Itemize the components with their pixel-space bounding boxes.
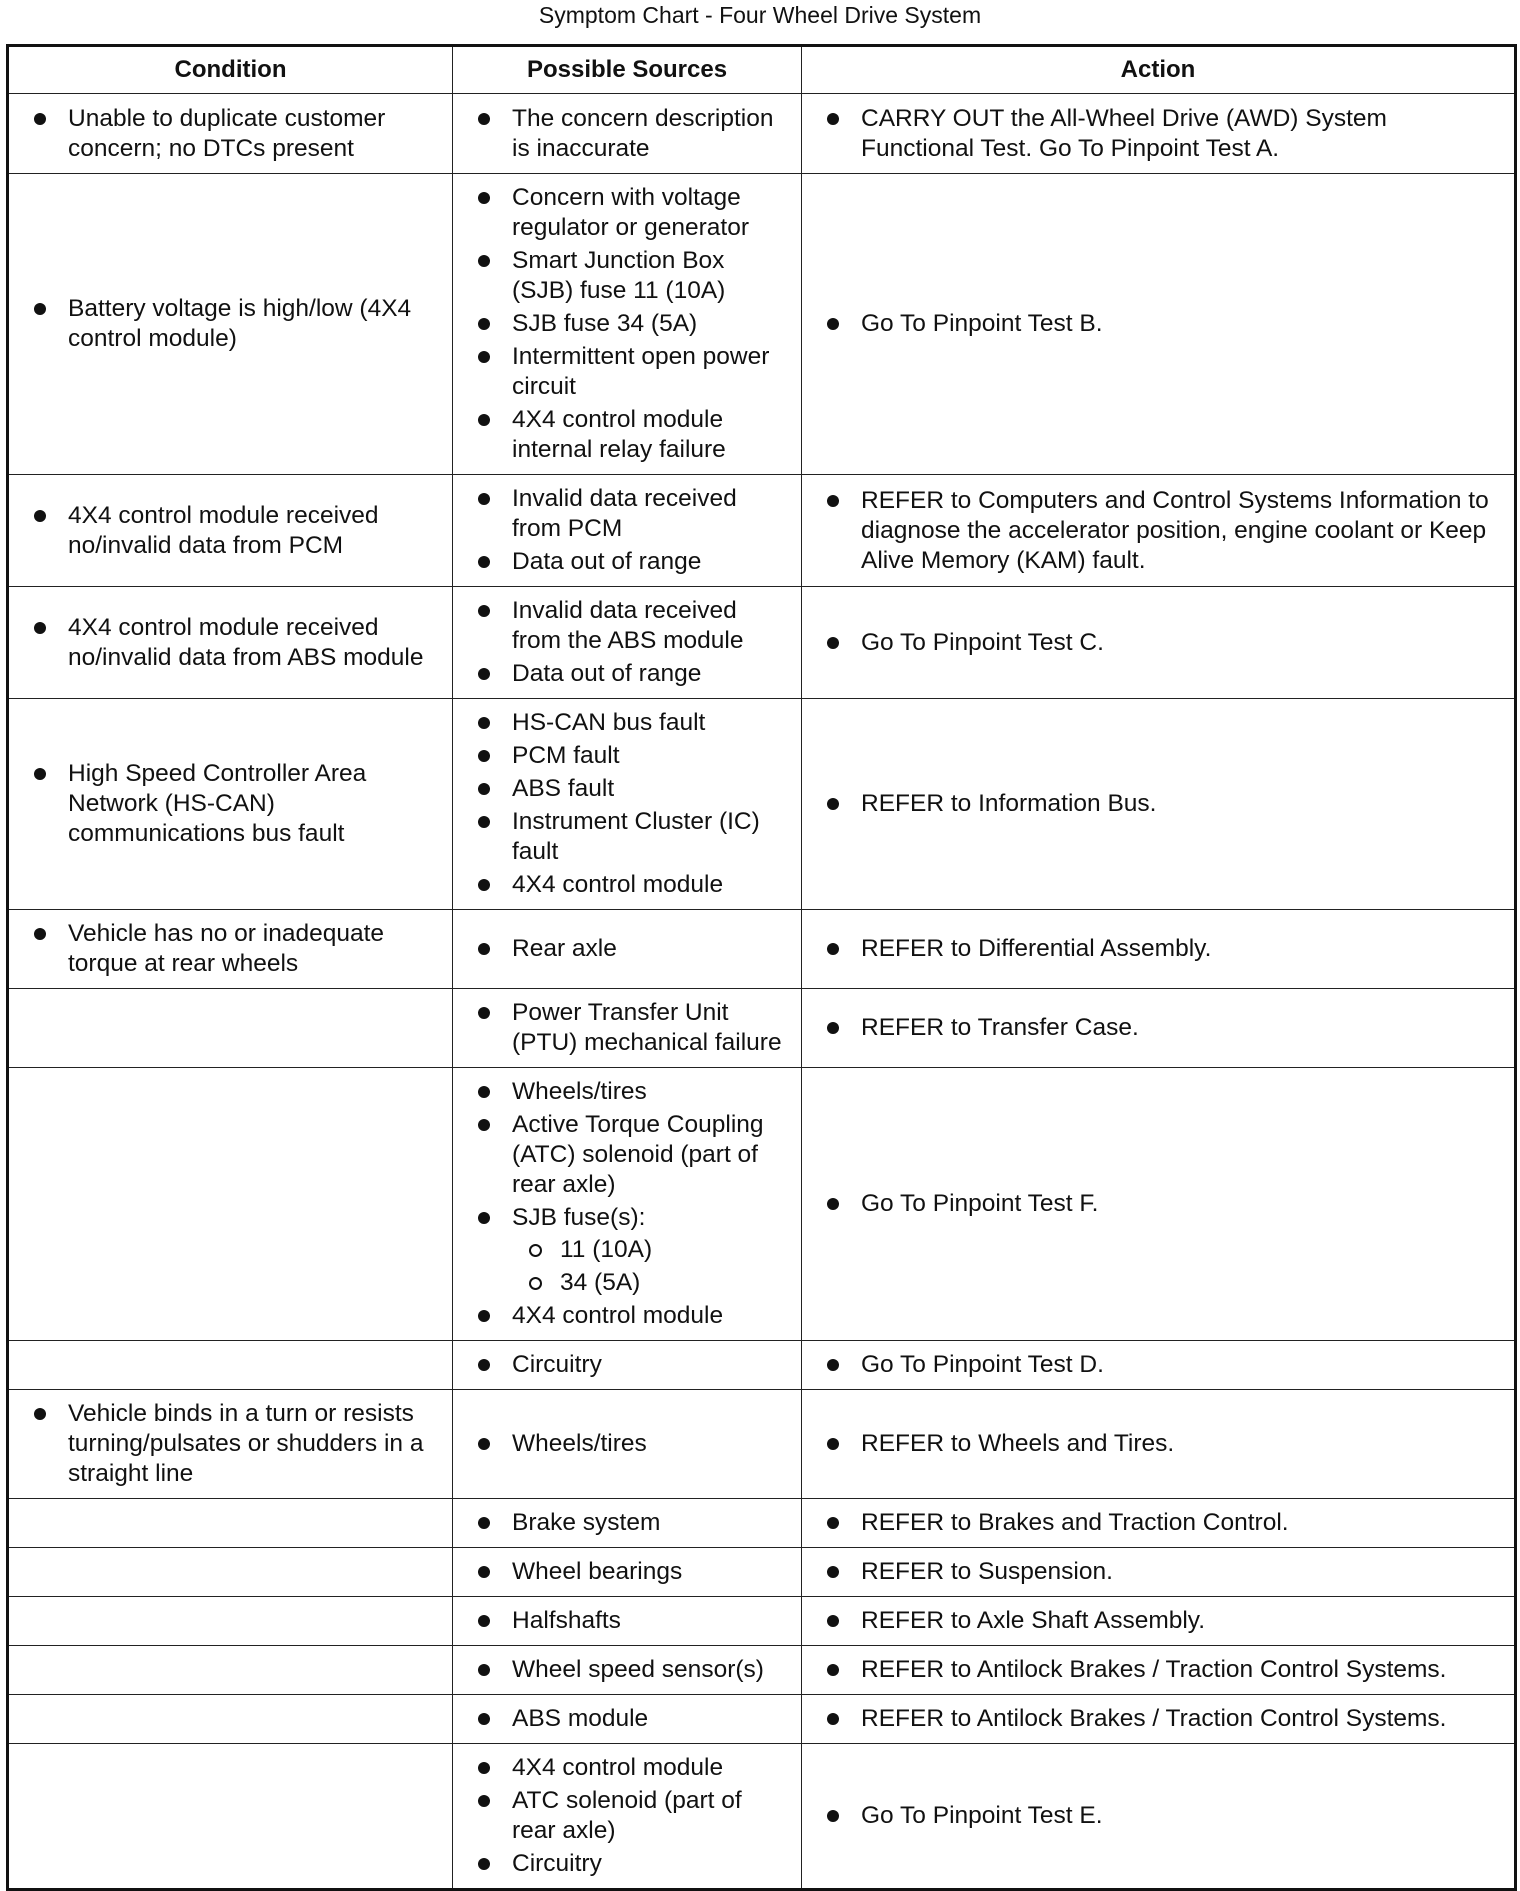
possible-sources-cell [453,1390,802,1499]
source-item [475,741,791,771]
source-item-label: ABS fault [512,775,615,802]
action-cell [802,1341,1516,1390]
source-item [475,1429,791,1459]
action-list [824,789,1504,819]
source-item [475,596,791,656]
action-item: REFER to Antilock Brakes / Traction Control Systems. [824,1655,1504,1685]
source-item [475,1606,791,1636]
symptom-chart-table [6,44,1517,1891]
condition-list [31,759,442,849]
source-item-label: Wheel speed sensor(s) [512,1656,764,1683]
action-item: Go To Pinpoint Test F. [824,1189,1504,1219]
condition-cell [8,1646,453,1695]
action-cell [802,910,1516,989]
condition-cell [8,1597,453,1646]
action-item: REFER to Axle Shaft Assembly. [824,1606,1504,1636]
source-item [475,1655,791,1685]
source-item [475,1508,791,1538]
source-item-label: SJB fuse(s): [512,1204,646,1231]
condition-list [31,919,442,979]
source-item-label: Invalid data received from the ABS module [512,597,744,654]
header-condition: Condition [8,46,453,94]
condition-cell [8,94,453,174]
table-row [8,1341,1516,1390]
source-item [475,1753,791,1783]
condition-item: 4X4 control module received no/invalid data from ABS module [31,613,442,673]
action-list [824,934,1504,964]
condition-item: Battery voltage is high/low (4X4 control module) [31,294,442,354]
action-item: Go To Pinpoint Test C. [824,628,1504,658]
table-row [8,1548,1516,1597]
action-cell [802,1068,1516,1341]
action-item: REFER to Wheels and Tires. [824,1429,1504,1459]
source-item [475,807,791,867]
action-list [824,1704,1504,1734]
source-item-label: Data out of range [512,660,702,687]
table-body [8,94,1516,1890]
action-list [824,1606,1504,1636]
condition-list [31,1399,442,1489]
source-item-label: ATC solenoid (part of rear axle) [512,1787,742,1844]
action-item: REFER to Computers and Control Systems Information to diagnose the accelerator position, engine coolant or Keep Alive Memory (KAM) fault. [824,486,1504,576]
sources-list [475,1655,791,1685]
source-item [475,405,791,465]
sources-list [475,1557,791,1587]
source-item-label: 4X4 control module [512,1754,724,1781]
sources-list [475,934,791,964]
source-item [475,870,791,900]
source-item-label: The concern description is inaccurate [512,104,774,162]
table-row [8,94,1516,174]
action-item: Go To Pinpoint Test B. [824,309,1504,339]
action-list [824,486,1504,576]
action-cell [802,1695,1516,1744]
action-cell [802,1646,1516,1695]
condition-list [31,501,442,561]
possible-sources-cell [453,1341,802,1390]
action-cell [802,1744,1516,1890]
page-title: Symptom Chart - Four Wheel Drive System [538,2,982,28]
action-item: Go To Pinpoint Test E. [824,1801,1504,1831]
sources-list [475,1753,791,1879]
action-cell [802,174,1516,475]
table-row [8,587,1516,699]
source-item [475,774,791,804]
table-row [8,475,1516,587]
source-subitem: 34 (5A) [512,1268,791,1298]
source-item-label: Wheels/tires [512,1430,647,1457]
action-list [824,1350,1504,1380]
source-item [475,934,791,964]
condition-item: Vehicle has no or inadequate torque at rear wheels [31,919,442,979]
source-item-label: Wheels/tires [512,1078,647,1105]
source-item-label: Rear axle [512,935,617,962]
source-item-label: Wheel bearings [512,1558,683,1585]
condition-cell [8,1744,453,1890]
source-item [475,998,791,1058]
action-item: Go To Pinpoint Test D. [824,1350,1504,1380]
header-possible-sources: Possible Sources [453,46,802,94]
possible-sources-cell [453,1695,802,1744]
source-item-label: Intermittent open power circuit [512,343,770,400]
source-item-label: SJB fuse 34 (5A) [512,310,698,337]
action-item: REFER to Brakes and Traction Control. [824,1508,1504,1538]
condition-item: Vehicle binds in a turn or resists turning/pulsates or shudders in a straight line [31,1399,442,1489]
action-list [824,1801,1504,1831]
action-cell [802,475,1516,587]
source-item-label: Instrument Cluster (IC) fault [512,808,760,865]
sources-list [475,1350,791,1380]
action-cell [802,989,1516,1068]
possible-sources-cell [453,910,802,989]
condition-list [31,613,442,673]
source-item-label: Smart Junction Box (SJB) fuse 11 (10A) [512,247,726,304]
possible-sources-cell [453,1646,802,1695]
sources-list [475,183,791,465]
sources-list [475,1077,791,1331]
action-list [824,1189,1504,1219]
source-item-label: Invalid data received from PCM [512,485,737,542]
action-cell [802,1548,1516,1597]
sources-list [475,596,791,689]
action-list [824,309,1504,339]
possible-sources-cell [453,475,802,587]
source-item-label: Power Transfer Unit (PTU) mechanical failure [512,999,782,1056]
condition-item: Unable to duplicate customer concern; no DTCs present [31,104,442,164]
condition-cell [8,587,453,699]
sources-list [475,1606,791,1636]
source-item [475,246,791,306]
action-list [824,1508,1504,1538]
action-cell [802,699,1516,910]
action-item: REFER to Suspension. [824,1557,1504,1587]
table-row [8,1744,1516,1890]
table-row [8,1390,1516,1499]
action-list [824,1557,1504,1587]
source-item [475,309,791,339]
source-item [475,183,791,243]
source-item [475,1301,791,1331]
action-list [824,1013,1504,1043]
possible-sources-cell [453,587,802,699]
action-cell [802,94,1516,174]
source-item [475,484,791,544]
source-item [475,1786,791,1846]
source-item [475,1077,791,1107]
source-item-label: HS-CAN bus fault [512,709,706,736]
possible-sources-cell [453,94,802,174]
source-item [475,1203,791,1298]
action-item: REFER to Differential Assembly. [824,934,1504,964]
source-item [475,1849,791,1879]
condition-cell [8,1695,453,1744]
table-row [8,1597,1516,1646]
source-item-label: Circuitry [512,1351,602,1378]
table-header-row [8,46,1516,94]
header-action: Action [802,46,1516,94]
condition-cell [8,1548,453,1597]
condition-cell [8,1390,453,1499]
possible-sources-cell [453,989,802,1068]
condition-item: 4X4 control module received no/invalid data from PCM [31,501,442,561]
condition-cell [8,174,453,475]
source-sublist [512,1235,791,1298]
source-item-label: 4X4 control module [512,871,724,898]
sources-list [475,708,791,900]
source-item [475,1110,791,1200]
table-row [8,1499,1516,1548]
source-item-label: Concern with voltage regulator or generator [512,184,749,241]
source-item [475,708,791,738]
source-item-label: PCM fault [512,742,620,769]
action-item: REFER to Information Bus. [824,789,1504,819]
action-item: REFER to Transfer Case. [824,1013,1504,1043]
sources-list [475,1429,791,1459]
source-item [475,342,791,402]
condition-list [31,104,442,164]
action-cell [802,1390,1516,1499]
source-item-label: Active Torque Coupling (ATC) solenoid (part of rear axle) [512,1111,764,1198]
action-list [824,628,1504,658]
source-item [475,547,791,577]
action-cell [802,587,1516,699]
condition-cell [8,699,453,910]
source-item-label: 4X4 control module internal relay failure [512,406,726,463]
condition-cell [8,475,453,587]
sources-list [475,998,791,1058]
source-item [475,1350,791,1380]
action-item: REFER to Antilock Brakes / Traction Control Systems. [824,1704,1504,1734]
possible-sources-cell [453,1597,802,1646]
sources-list [475,484,791,577]
source-subitem: 11 (10A) [512,1235,791,1265]
table-row [8,1068,1516,1341]
action-list [824,104,1504,164]
source-item-label: Brake system [512,1509,661,1536]
table-row [8,910,1516,989]
sources-list [475,1508,791,1538]
table-row [8,1646,1516,1695]
action-list [824,1655,1504,1685]
condition-cell [8,1068,453,1341]
table-row [8,989,1516,1068]
source-item-label: Data out of range [512,548,702,575]
possible-sources-cell [453,699,802,910]
condition-cell [8,1341,453,1390]
table-row [8,699,1516,910]
sources-list [475,104,791,164]
source-item [475,659,791,689]
condition-cell [8,989,453,1068]
condition-cell [8,1499,453,1548]
table-row [8,174,1516,475]
source-item-label: Circuitry [512,1850,602,1877]
condition-cell [8,910,453,989]
source-item [475,1557,791,1587]
table-row [8,1695,1516,1744]
possible-sources-cell [453,1548,802,1597]
source-item-label: ABS module [512,1705,649,1732]
source-item [475,104,791,164]
source-item [475,1704,791,1734]
possible-sources-cell [453,174,802,475]
action-cell [802,1499,1516,1548]
sources-list [475,1704,791,1734]
action-cell [802,1597,1516,1646]
action-list [824,1429,1504,1459]
action-item: CARRY OUT the All-Wheel Drive (AWD) System Functional Test. Go To Pinpoint Test A. [824,104,1504,164]
possible-sources-cell [453,1744,802,1890]
possible-sources-cell [453,1068,802,1341]
condition-list [31,294,442,354]
source-item-label: 4X4 control module [512,1302,724,1329]
source-item-label: Halfshafts [512,1607,621,1634]
condition-item: High Speed Controller Area Network (HS-CAN) communications bus fault [31,759,442,849]
possible-sources-cell [453,1499,802,1548]
